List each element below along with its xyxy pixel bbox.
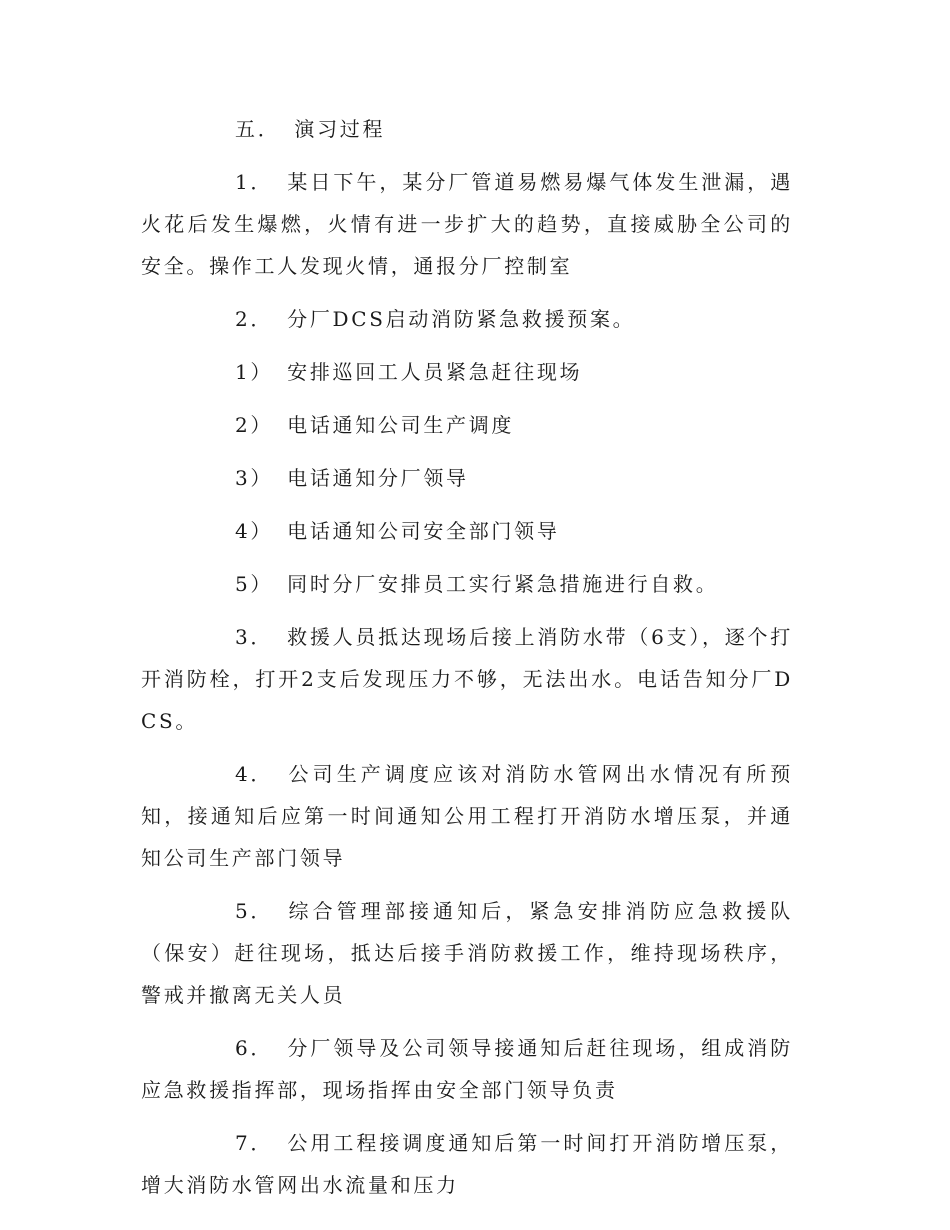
- step-number: 3．: [235, 625, 274, 649]
- step-number: 4．: [235, 762, 274, 786]
- paragraph-step-4: [141, 753, 793, 879]
- substep-number: 4）: [235, 519, 274, 543]
- paragraph-step-2: [141, 298, 793, 340]
- step-text: 救援人员抵达现场后接上消防水带（6支），逐个打开消防栓，打开2支后发现压力不够，无法出水。电话告知分厂DCS。: [141, 625, 793, 733]
- step-text: 公用工程接调度通知后第一时间打开消防增压泵，增大消防水管网出水流量和压力: [141, 1131, 793, 1197]
- step-text: 公司生产调度应该对消防水管网出水情况有所预知，接通知后应第一时间通知公用工程打开消防水增压泵，并通知公司生产部门领导: [141, 762, 793, 870]
- substep-number: 3）: [235, 466, 274, 490]
- section-number: 五．: [235, 117, 281, 141]
- step-text: 分厂领导及公司领导接通知后赶往现场，组成消防应急救援指挥部，现场指挥由安全部门领导负责: [141, 1036, 793, 1102]
- step-number: 5．: [235, 899, 274, 923]
- paragraph-step-6: [141, 1027, 793, 1111]
- substep-number: 5）: [235, 572, 274, 596]
- substep-text: 电话通知分厂领导: [287, 466, 469, 490]
- substep-text: 电话通知公司生产调度: [287, 413, 515, 437]
- substep-text: 同时分厂安排员工实行紧急措施进行自救。: [287, 572, 719, 596]
- paragraph-step-1: [141, 161, 793, 287]
- substep-4: [141, 510, 793, 552]
- step-text: 分厂DCS启动消防紧急救援预案。: [287, 307, 636, 331]
- paragraph-step-3: [141, 616, 793, 742]
- substep-1: [141, 351, 793, 393]
- substep-5: [141, 563, 793, 605]
- substep-2: [141, 404, 793, 446]
- paragraph-step-5: [141, 890, 793, 1016]
- substep-text: 安排巡回工人员紧急赶往现场: [287, 360, 583, 384]
- substep-text: 电话通知公司安全部门领导: [287, 519, 560, 543]
- paragraph-step-7: [141, 1122, 793, 1206]
- step-number: 2．: [235, 307, 274, 331]
- section-heading: [141, 108, 793, 150]
- substep-number: 2）: [235, 413, 274, 437]
- step-number: 6．: [235, 1036, 274, 1060]
- step-text: 某日下午，某分厂管道易燃易爆气体发生泄漏，遇火花后发生爆燃，火情有进一步扩大的趋势，直接威胁全公司的安全。操作工人发现火情，通报分厂控制室: [141, 170, 793, 278]
- step-text: 综合管理部接通知后，紧急安排消防应急救援队（保安）赶往现场，抵达后接手消防救援工作，维持现场秩序，警戒并撤离无关人员: [141, 899, 793, 1007]
- document-page: [141, 108, 793, 1206]
- section-title: 演习过程: [294, 117, 386, 141]
- step-number: 7．: [235, 1131, 274, 1155]
- step-number: 1．: [235, 170, 274, 194]
- substep-3: [141, 457, 793, 499]
- substep-number: 1）: [235, 360, 274, 384]
